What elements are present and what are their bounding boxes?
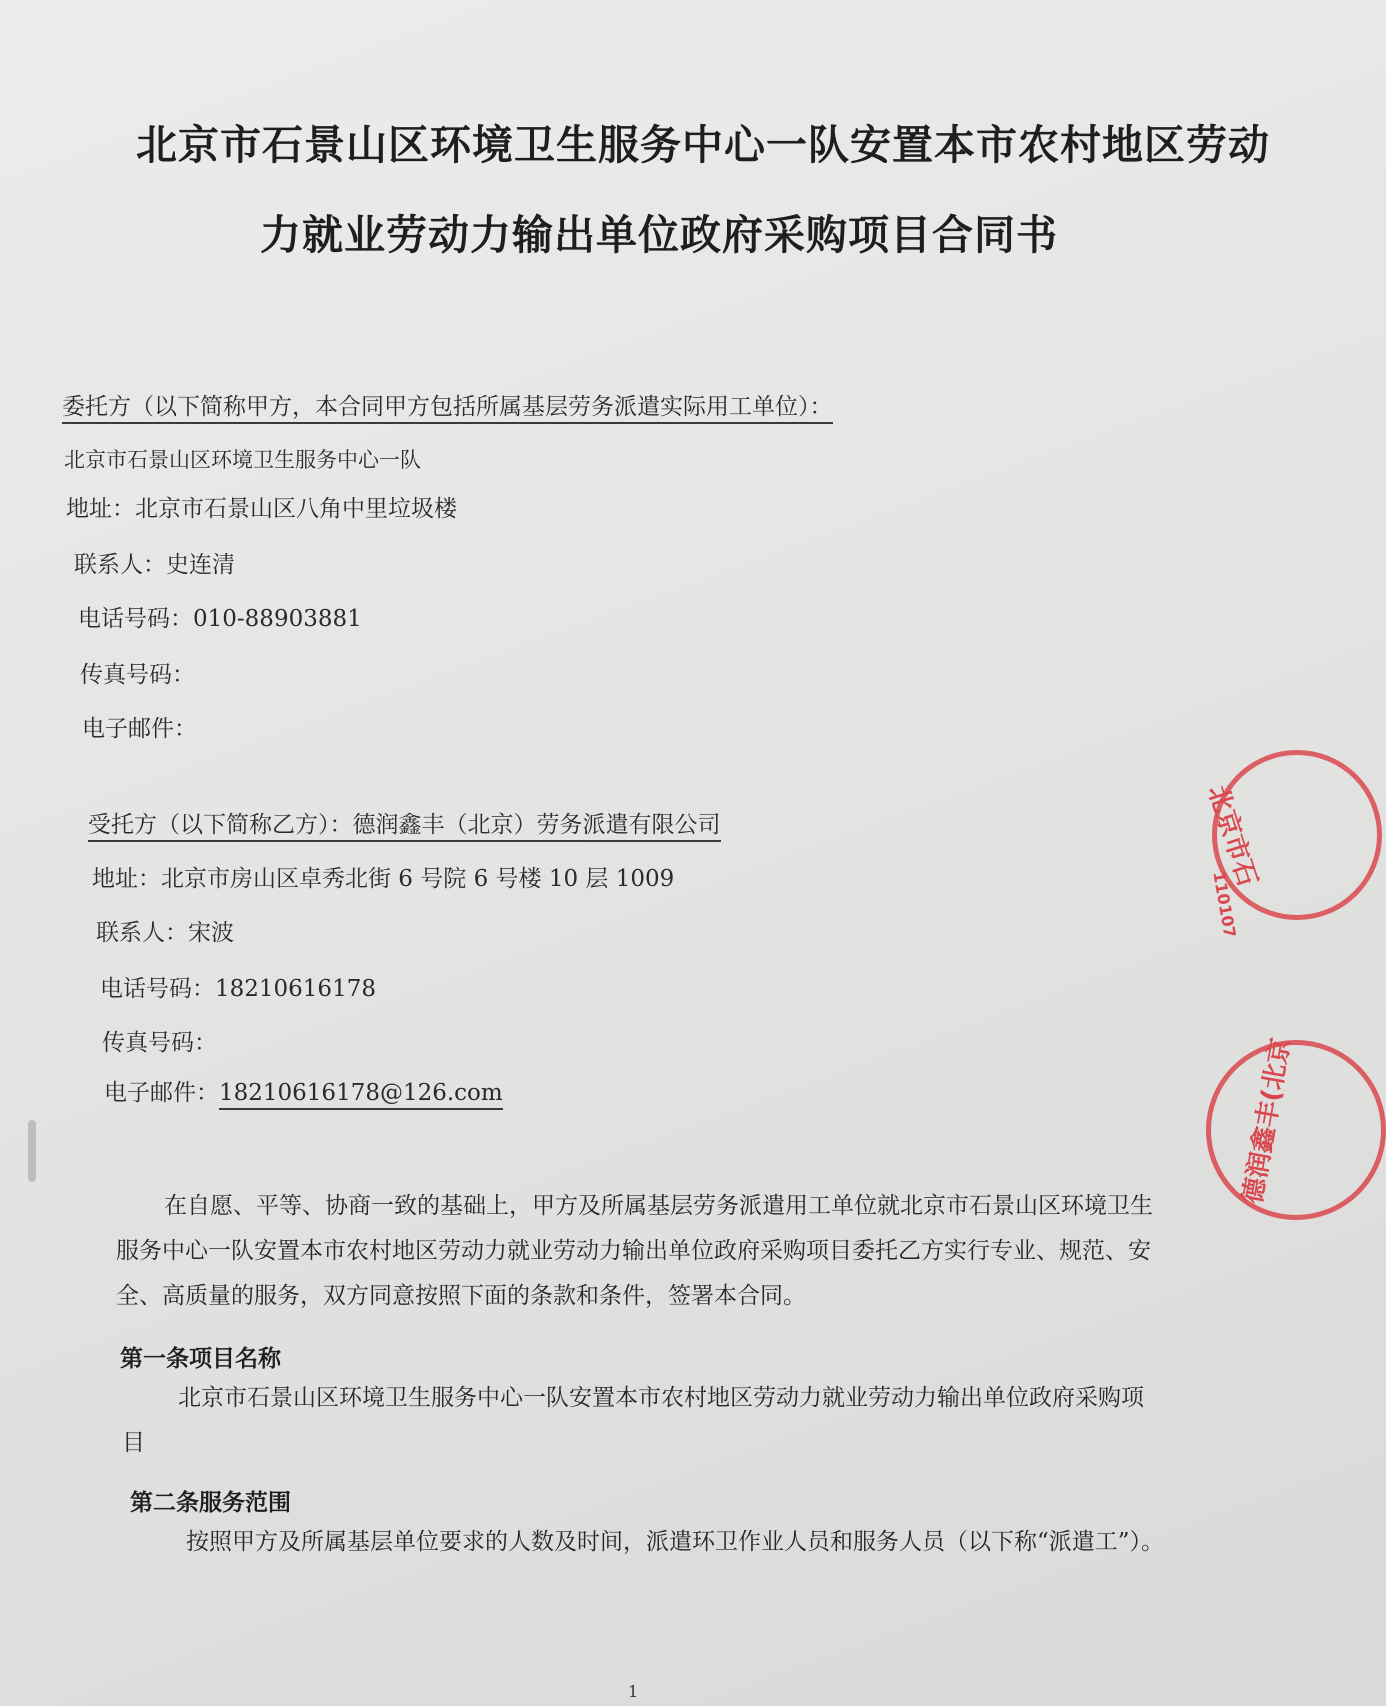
party-b-email-link[interactable]: 18210616178@126.com [219,1080,503,1110]
party-b-contact: 联系人：宋波 [96,920,234,946]
party-a-contact: 联系人：史连清 [74,552,235,578]
party-a-fax: 传真号码： [80,662,195,688]
party-a-heading-text: 委托方（以下简称甲方，本合同甲方包括所属基层劳务派遣实际用工单位）： [62,394,833,424]
article-1-text: 北京市石景山区环境卫生服务中心一队安置本市农村地区劳动力就业劳动力输出单位政府采购项目 [122,1385,1144,1456]
party-b-email-label: 电子邮件： [104,1080,219,1106]
party-a-email: 电子邮件： [82,716,197,742]
party-b-heading-text: 受托方（以下简称乙方）：德润鑫丰（北京）劳务派遣有限公司 [88,812,721,842]
article-1-heading: 第一条项目名称 [120,1346,281,1372]
page-number: 1 [628,1682,639,1701]
party-b-heading [88,806,721,839]
document-title-line-1: 北京市石景山区环境卫生服务中心一队安置本市农村地区劳动 [136,121,1270,169]
article-2-text: 按照甲方及所属基层单位要求的人数及时间，派遣环卫作业人员和服务人员（以下称“派遣工”）。 [186,1529,1165,1555]
party-b-phone: 电话号码：18210616178 [100,976,376,1002]
seal-2-text: 德润鑫丰(北京 [1237,1035,1297,1207]
seal-1-text: 北京市石 [1201,781,1263,891]
staple-mark [28,1120,36,1182]
party-a-phone: 电话号码：010-88903881 [78,606,362,632]
party-b-address: 地址：北京市房山区卓秀北街 6 号院 6 号楼 10 层 1009 [92,866,675,892]
party-a-address: 地址：北京市石景山区八角中里垃圾楼 [66,496,457,522]
intro-paragraph: 在自愿、平等、协商一致的基础上，甲方及所属基层劳务派遣用工单位就北京市石景山区环境卫生服务中心一队安置本市农村地区劳动力就业劳动力输出单位政府采购项目委托乙方实行专业、规范、安全、高质量的服务，双方同意按照下面的条款和条件，签署本合同。 [116,1193,1153,1309]
seal-1-code: 110107 [1209,870,1240,940]
article-2-heading: 第二条服务范围 [130,1490,291,1516]
document-title-line-2: 力就业劳动力输出单位政府采购项目合同书 [260,211,1058,259]
party-b-fax: 传真号码： [102,1030,217,1056]
party-a-name: 北京市石景山区环境卫生服务中心一队 [64,448,421,472]
party-a-heading [62,388,833,421]
party-b-email [104,1074,503,1107]
